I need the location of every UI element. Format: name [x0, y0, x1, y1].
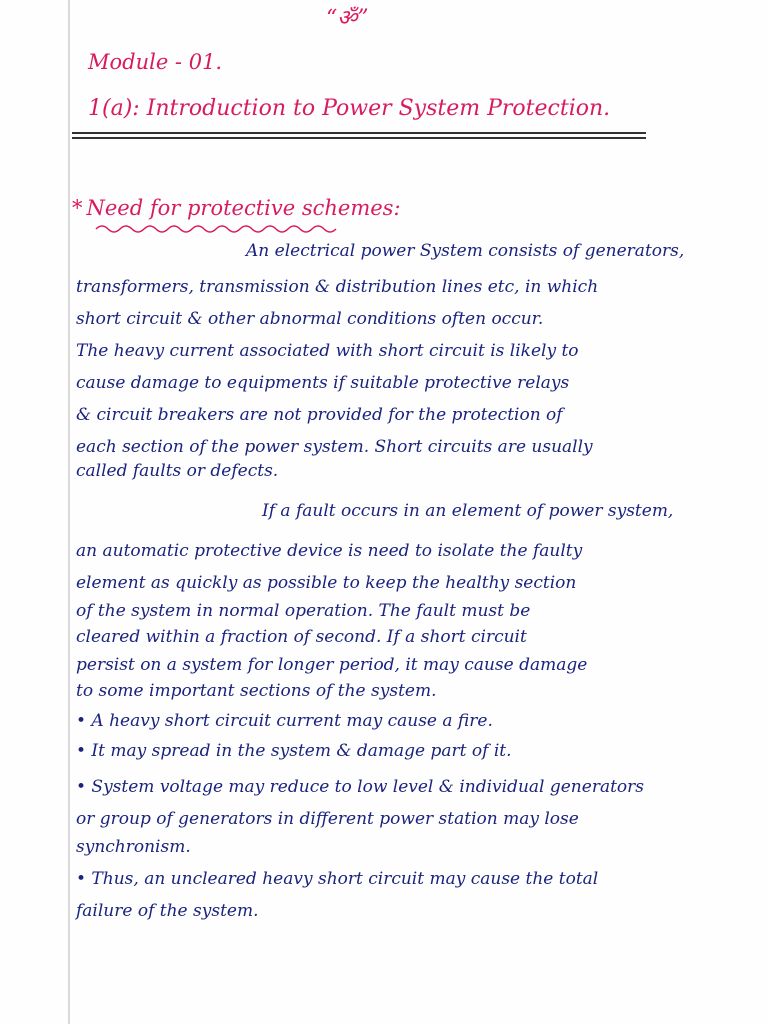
- note-line: failure of the system.: [76, 901, 259, 921]
- star-bullet: *: [72, 196, 83, 220]
- note-line: If a fault occurs in an element of power system,: [262, 501, 674, 521]
- note-line: • Thus, an uncleared heavy short circuit may cause the total: [76, 869, 599, 889]
- note-line: • System voltage may reduce to low level & individual generators: [76, 777, 644, 797]
- note-line: persist on a system for longer period, it may cause damage: [76, 655, 588, 675]
- note-line: to some important sections of the system.: [76, 681, 437, 701]
- section-heading-squiggle: [20, 222, 340, 236]
- note-line: element as quickly as possible to keep the healthy section: [76, 573, 577, 593]
- note-line: & circuit breakers are not provided for the protection of: [76, 405, 563, 425]
- note-line: called faults or defects.: [76, 461, 279, 481]
- note-line: each section of the power system. Short circuits are usually: [76, 437, 593, 457]
- note-line: short circuit & other abnormal conditions often occur.: [76, 309, 544, 329]
- note-line: An electrical power System consists of generators,: [246, 241, 685, 261]
- title-underline-2: [72, 137, 646, 139]
- note-line: transformers, transmission & distribution lines etc, in which: [76, 277, 599, 297]
- header-om-mark: “ॐ”: [326, 6, 369, 31]
- note-line: cleared within a fraction of second. If a short circuit: [76, 627, 527, 647]
- note-line: or group of generators in different power station may lose: [76, 809, 579, 829]
- title-underline: [72, 132, 646, 134]
- note-line: • A heavy short circuit current may cause a fire.: [76, 711, 493, 731]
- note-line: The heavy current associated with short circuit is likely to: [76, 341, 579, 361]
- module-label: Module - 01.: [88, 50, 223, 74]
- margin-line: [68, 0, 70, 1024]
- page-title: 1(a): Introduction to Power System Protection.: [88, 96, 611, 121]
- section-heading: [72, 196, 401, 220]
- note-line: of the system in normal operation. The fault must be: [76, 601, 531, 621]
- note-line: • It may spread in the system & damage part of it.: [76, 741, 512, 761]
- note-line: cause damage to equipments if suitable protective relays: [76, 373, 570, 393]
- note-line: synchronism.: [76, 837, 191, 857]
- section-heading-text: Need for protective schemes:: [86, 196, 401, 220]
- note-line: an automatic protective device is need to isolate the faulty: [76, 541, 583, 561]
